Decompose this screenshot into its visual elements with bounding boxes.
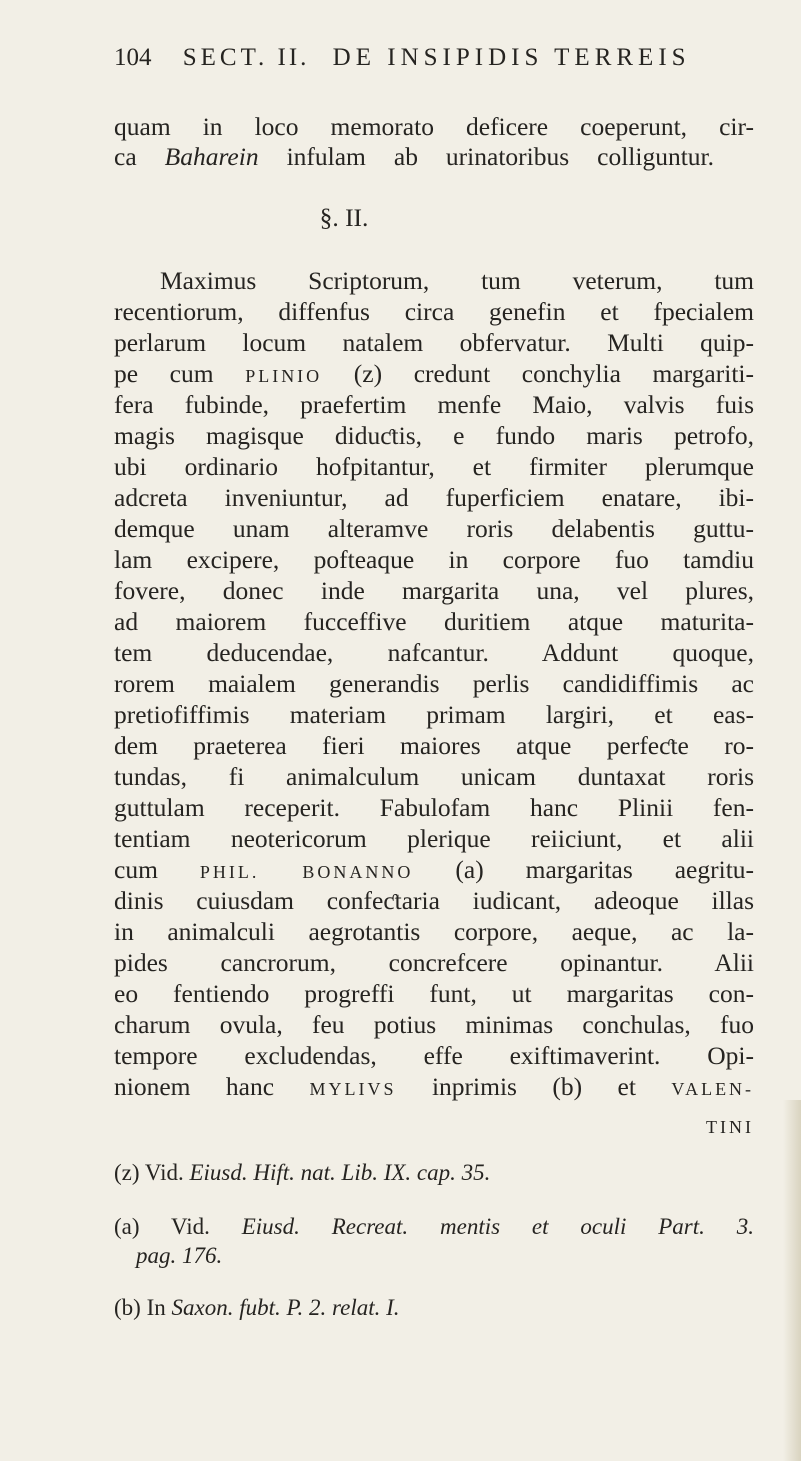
running-title: DE INSIPIDIS TERREIS	[332, 44, 691, 71]
footnote-a-continued: pag. 176.	[136, 1243, 223, 1268]
text-line: rorem maialem generandis perlis candidiffimis ac	[114, 669, 754, 698]
catchword: TINI	[706, 1117, 754, 1137]
text-line: dem praeterea fieri maiores atque perfeƈte ro-	[114, 731, 754, 760]
text-line: tundas, fi animalculum unicam duntaxat roris	[114, 762, 754, 791]
text-line: demque unam alteramve roris delabentis guttu-	[114, 514, 754, 543]
text-line: Maximus Scriptorum, tum veterum, tum	[160, 266, 754, 295]
text-line: dinis cuiusdam confeƈtaria iudicant, adeoque illas	[114, 886, 754, 915]
text-line: pe cum PLINIO (z) credunt conchylia margariti-	[114, 359, 754, 388]
text-line: eo fentiendo progreffi funt, ut margaritas con-	[114, 979, 754, 1008]
text-line: tempore excludendas, effe exiftimaverint. Opi-	[114, 1041, 754, 1070]
text-line: perlarum locum natalem obfervatur. Multi quip-	[114, 328, 754, 357]
text-line: ca Baharein infulam ab urinatoribus colliguntur.	[114, 142, 714, 171]
text-line: ad maiorem fucceffive duritiem atque maturita-	[114, 607, 754, 636]
footnote-z: (z) Vid. Eiusd. Hift. nat. Lib. IX. cap. 35.	[114, 1160, 491, 1185]
text-line: quam in loco memorato deficere coeperunt, cir-	[114, 112, 754, 141]
text-line: lam excipere, pofteaque in corpore fuo tamdiu	[114, 545, 754, 574]
part-number: II.	[277, 44, 310, 71]
text-line: in animalculi aegrotantis corpore, aeque, ac la-	[114, 917, 754, 946]
footnote-b: (b) In Saxon. fubt. P. 2. relat. I.	[114, 1295, 400, 1320]
text-line: ubi ordinario hofpitantur, et firmiter plerumque	[114, 452, 754, 481]
footnote-a: (a) Vid. Eiusd. Recreat. mentis et oculi Part. 3.	[114, 1214, 755, 1239]
page-number: 104	[114, 44, 152, 71]
text-line: tentiam neotericorum plerique reiiciunt, et alii	[114, 824, 754, 853]
text-line: adcreta inveniuntur, ad fuperficiem enatare, ibi-	[114, 483, 754, 512]
text-line: nionem hanc MYLIVS inprimis (b) et VALEN-	[114, 1072, 755, 1101]
text-line: cum PHIL. BONANNO (a) margaritas aegritu-	[114, 855, 755, 884]
section-heading: §. II.	[319, 203, 369, 232]
text-line: tem deducendae, nafcantur. Addunt quoque,	[114, 638, 754, 667]
text-line: pretiofiffimis materiam primam largiri, et eas-	[114, 700, 754, 729]
section-label: SECT.	[182, 44, 269, 71]
text-line: fovere, donec inde margarita una, vel plures,	[114, 576, 754, 605]
text-line: recentiorum, diffenfus circa genefin et fpecialem	[114, 297, 754, 326]
text-line: guttulam receperit. Fabulofam hanc Plinii fen-	[114, 793, 754, 822]
text-line: charum ovula, feu potius minimas conchulas, fuo	[114, 1010, 754, 1039]
text-line: magis magisque diduƈtis, e fundo maris petrofo,	[114, 421, 754, 450]
text-line: fera fubinde, praefertim menfe Maio, valvis fuis	[114, 390, 754, 419]
page-edge-shadow	[783, 1100, 801, 1461]
running-header	[114, 44, 691, 72]
text-line: pides cancrorum, concrefcere opinantur. Alii	[114, 948, 754, 977]
